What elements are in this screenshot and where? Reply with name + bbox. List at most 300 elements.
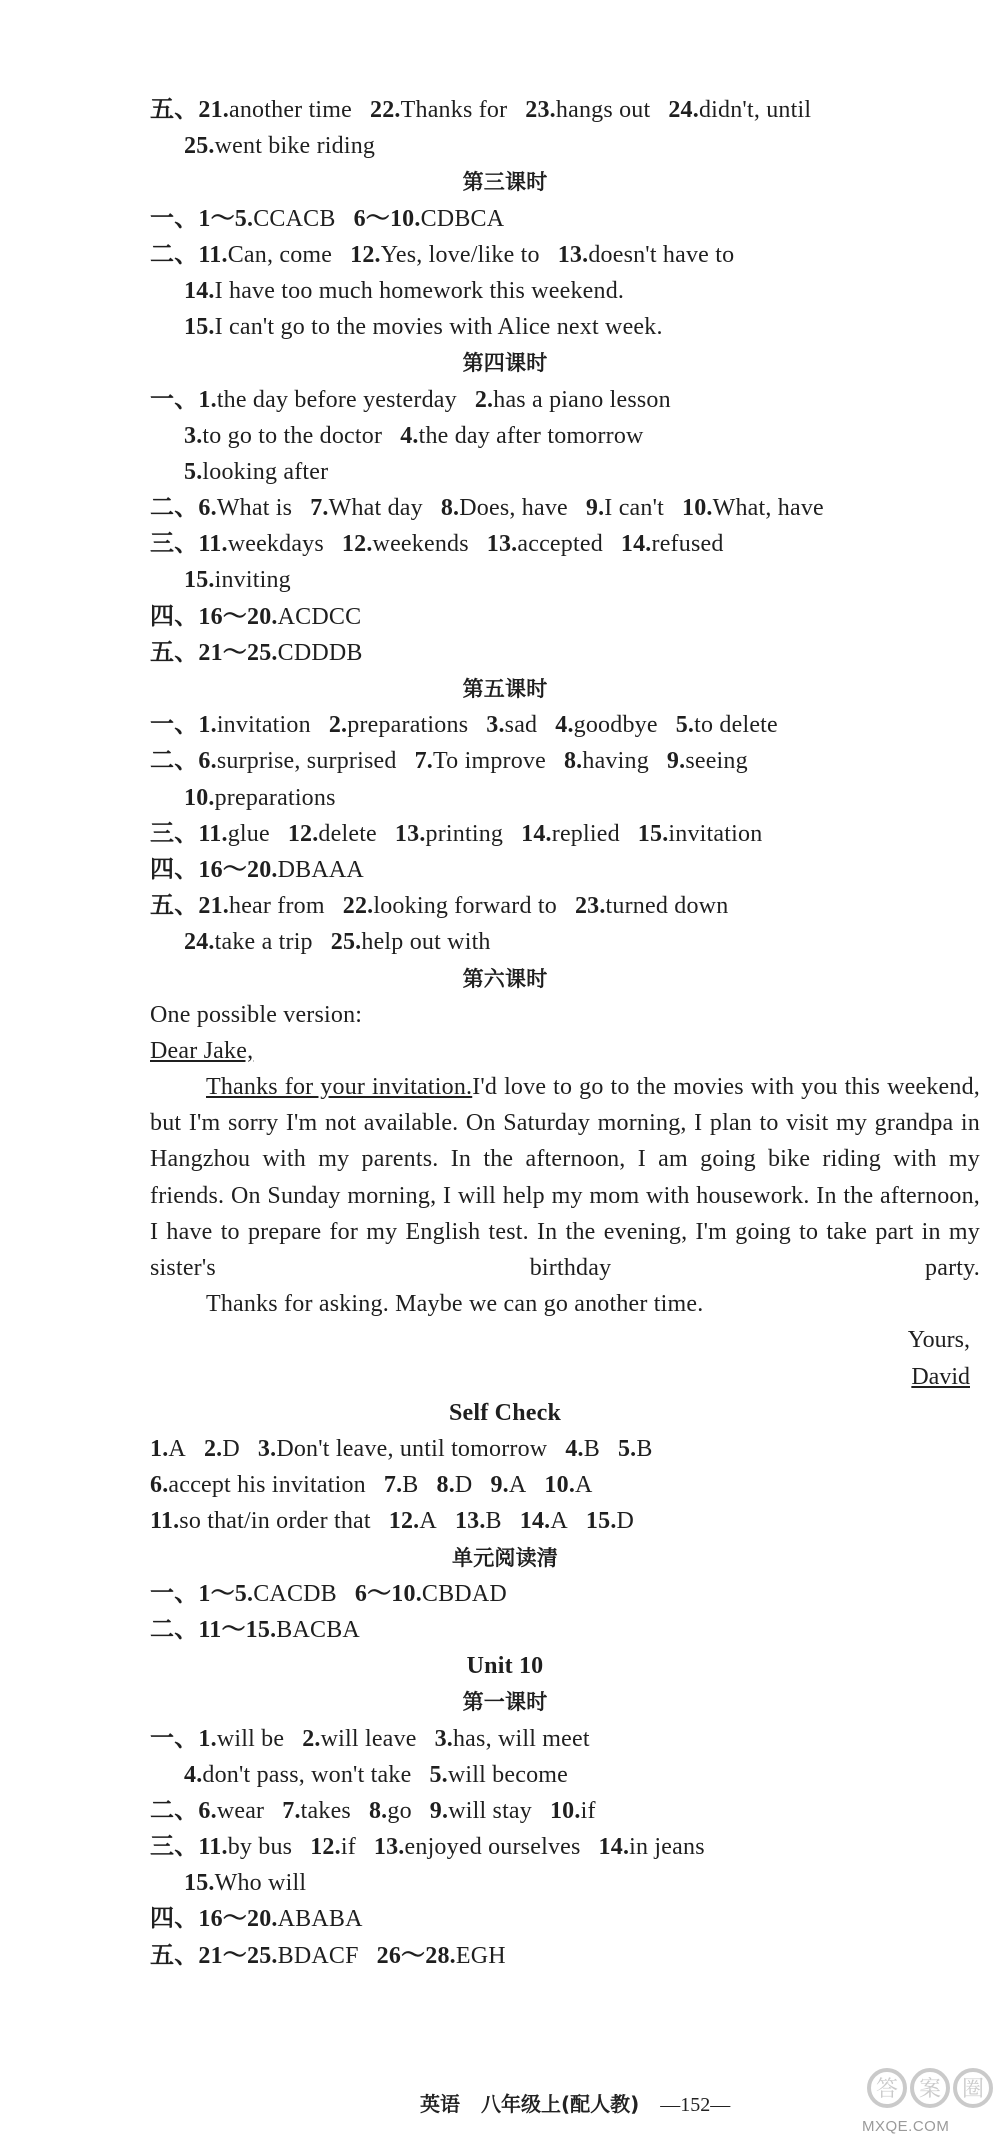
letter-intro: One possible version:	[150, 1001, 363, 1028]
answer-item	[667, 748, 748, 774]
answer-item	[150, 748, 397, 774]
answer-item	[184, 1762, 411, 1788]
answer-item	[150, 531, 324, 557]
answer-item	[150, 242, 332, 268]
question-number: 7.	[310, 495, 329, 522]
answer-item	[288, 821, 377, 847]
answer-line	[150, 1576, 980, 1612]
answer-text: hangs out	[555, 97, 651, 123]
watermark-site: MXQE.COM	[862, 2118, 950, 2135]
answer-text: to go to the doctor	[202, 422, 383, 449]
answer-item	[150, 893, 325, 919]
question-number: 12.	[388, 1508, 420, 1535]
answer-text: turned down	[605, 893, 729, 920]
answer-text: doesn't have to	[588, 241, 735, 268]
question-number: 五、21.	[150, 97, 229, 123]
answer-item	[310, 1834, 356, 1860]
answer-text: accept his invitation	[168, 1472, 366, 1499]
letter-signoff	[150, 1322, 980, 1358]
answer-text: glue	[227, 820, 270, 847]
question-number: 10.	[184, 784, 215, 811]
question-number: 4.	[565, 1436, 584, 1463]
answer-text: ABABA	[277, 1906, 363, 1933]
answer-item	[150, 1834, 292, 1860]
answer-text: will be	[216, 1725, 285, 1752]
question-number: 22.	[370, 97, 401, 123]
answer-text: sad	[504, 712, 538, 739]
answer-item	[355, 1581, 507, 1607]
answer-line	[150, 1467, 980, 1503]
question-number: 12.	[350, 241, 381, 268]
answer-text: wear	[216, 1797, 265, 1824]
question-number: 一、1～5.	[150, 205, 254, 232]
answer-text: Yes, love/like to	[380, 241, 540, 268]
question-number: 二、11～15.	[150, 1616, 277, 1643]
section-heading: Self Check	[449, 1399, 561, 1426]
answer-text: CCACB	[253, 205, 336, 232]
answer-text: A	[575, 1472, 593, 1499]
answer-item	[150, 1943, 359, 1969]
question-number: 6.	[150, 1472, 169, 1499]
answer-text: printing	[425, 820, 504, 847]
answer-item	[565, 1436, 600, 1462]
answer-item	[331, 929, 491, 955]
answer-text: help out with	[361, 929, 491, 956]
question-number: 15.	[184, 1870, 215, 1897]
answer-text: has a piano lesson	[493, 386, 671, 413]
answer-line	[150, 1721, 980, 1757]
answer-text: EGH	[455, 1942, 506, 1969]
answer-item	[599, 1834, 705, 1860]
answer-item	[302, 1726, 416, 1752]
answer-line	[150, 1829, 980, 1865]
letter-signature	[150, 1359, 980, 1395]
answer-item	[184, 567, 291, 593]
answer-text: looking forward to	[373, 893, 557, 920]
answer-text: another time	[229, 97, 353, 123]
answer-item	[184, 133, 375, 159]
answer-text: To improve	[433, 748, 546, 775]
question-number: 9.	[429, 1797, 449, 1824]
answer-text: so that/in order that	[179, 1508, 371, 1535]
answer-item	[150, 495, 292, 521]
question-number: 二、11.	[150, 241, 228, 268]
answer-line	[150, 743, 980, 779]
answer-section-unit10	[150, 1395, 980, 1974]
letter-signoff-text: Yours,	[907, 1327, 970, 1354]
answer-item	[586, 1508, 634, 1534]
question-number: 14.	[598, 1834, 630, 1861]
answer-line	[150, 562, 980, 598]
page-number: —152—	[660, 2094, 731, 2116]
footer-grade: 八年级上(配人教)	[480, 2092, 640, 2116]
answer-text: surprise, surprised	[216, 748, 397, 775]
answer-text: refused	[651, 531, 724, 558]
answer-line	[150, 1793, 980, 1829]
question-number: 5.	[429, 1761, 448, 1788]
question-number: 9.	[585, 495, 605, 522]
answer-item	[204, 1436, 240, 1462]
answer-item	[618, 1436, 653, 1462]
answer-item	[586, 495, 664, 521]
section-heading: 第四课时	[462, 351, 548, 376]
question-number: 一、1.	[150, 386, 217, 413]
answer-text: weekdays	[227, 531, 324, 558]
question-number: 7.	[383, 1472, 403, 1499]
question-number: 一、1～5.	[150, 1580, 254, 1607]
answer-item	[150, 857, 364, 883]
answer-line	[150, 888, 980, 924]
question-number: 25.	[184, 133, 215, 160]
answer-item	[370, 97, 507, 123]
answer-item	[389, 1508, 437, 1534]
answer-line	[150, 201, 980, 237]
answer-text: BDACF	[277, 1942, 359, 1969]
answer-item	[475, 387, 671, 413]
answer-item	[184, 929, 313, 955]
watermark-char-3: 圈	[961, 2077, 985, 2102]
question-number: 2.	[203, 1436, 223, 1463]
answer-item	[374, 1834, 581, 1860]
answer-item	[400, 423, 643, 449]
answer-line	[150, 382, 980, 418]
answer-item	[544, 1472, 592, 1498]
question-number: 8.	[440, 495, 460, 522]
answer-item	[150, 1726, 284, 1752]
answer-line	[150, 707, 980, 743]
answer-text: to delete	[694, 712, 778, 739]
answer-item	[415, 748, 546, 774]
answer-text: if	[340, 1834, 356, 1861]
answer-text: B	[583, 1436, 600, 1463]
answer-text: CACDB	[253, 1580, 337, 1607]
answer-item	[676, 712, 778, 738]
question-number: 3.	[434, 1725, 453, 1752]
answer-item	[395, 821, 503, 847]
question-number: 7.	[282, 1797, 301, 1824]
question-number: 一、1.	[150, 1725, 217, 1752]
sample-letter	[150, 997, 980, 1395]
answer-line	[150, 1938, 980, 1974]
answer-text: I have too much homework this weekend.	[214, 277, 625, 304]
question-number: 3.	[257, 1436, 277, 1463]
answer-text: A	[168, 1436, 186, 1463]
answer-item	[377, 1943, 506, 1969]
answer-item	[184, 314, 663, 340]
answer-item	[638, 821, 763, 847]
answer-line	[150, 1503, 980, 1539]
answer-item	[150, 1472, 366, 1498]
question-number: 12.	[287, 820, 319, 847]
answer-text: go	[387, 1797, 412, 1824]
answer-text: went bike riding	[214, 133, 376, 160]
answer-text: What day	[328, 495, 423, 522]
question-number: 3.	[184, 422, 203, 449]
question-number: 13.	[373, 1834, 405, 1861]
answer-item	[429, 1762, 568, 1788]
answer-text: DBAAA	[277, 856, 364, 883]
question-number: 15.	[184, 314, 215, 341]
answer-item	[342, 531, 469, 557]
question-number: 24.	[668, 97, 699, 123]
answer-item	[369, 1798, 412, 1824]
answer-line	[150, 490, 980, 526]
answer-text: CBDAD	[421, 1580, 507, 1607]
question-number: 2.	[328, 712, 348, 739]
answer-item	[437, 1472, 473, 1498]
answer-text: B	[636, 1436, 653, 1463]
question-number: 3.	[486, 712, 505, 739]
answer-text: if	[580, 1797, 596, 1824]
question-number: 2.	[474, 386, 494, 413]
question-number: 11.	[150, 1508, 180, 1535]
question-number: 四、16～20.	[150, 1906, 278, 1933]
answer-text: I can't go to the movies with Alice next week.	[214, 314, 663, 341]
question-number: 23.	[525, 97, 556, 123]
answer-item	[150, 640, 363, 666]
answer-item	[550, 1798, 596, 1824]
answer-text: the day before yesterday	[216, 386, 457, 413]
answer-text: inviting	[214, 567, 291, 594]
answer-item	[150, 97, 352, 123]
question-number: 4.	[184, 1761, 203, 1788]
question-number: 四、16～20.	[150, 603, 278, 630]
answer-item	[150, 1906, 363, 1932]
question-number: 二、6.	[150, 495, 217, 522]
letter-signature-text: David	[911, 1363, 970, 1390]
answer-line	[150, 92, 980, 128]
page-footer	[420, 2088, 730, 2117]
question-number: 23.	[574, 893, 606, 920]
question-number: 四、16～20.	[150, 856, 278, 883]
question-number: 10.	[682, 495, 713, 522]
question-number: 14.	[184, 277, 215, 304]
question-number: 五、21～25.	[150, 639, 278, 666]
answer-text: hear from	[229, 893, 325, 920]
question-number: 4.	[555, 712, 574, 739]
answer-text: CDDDB	[277, 639, 363, 666]
answer-item	[150, 712, 311, 738]
answer-text: by bus	[227, 1834, 293, 1861]
question-number: 25.	[330, 929, 362, 956]
answer-item	[150, 206, 336, 232]
answer-text: don't pass, won't take	[202, 1761, 412, 1788]
answer-item	[525, 97, 650, 123]
answer-page	[150, 92, 980, 1974]
answer-text: Can, come	[227, 241, 333, 268]
answer-item	[150, 1581, 337, 1607]
question-number: 5.	[184, 458, 203, 485]
question-number: 4.	[400, 422, 419, 449]
question-number: 一、1.	[150, 712, 217, 739]
answer-text: A	[419, 1508, 437, 1535]
answer-item	[184, 423, 382, 449]
answer-item	[150, 604, 361, 630]
answer-text: will become	[447, 1761, 569, 1788]
answer-text: Don't leave, until tomorrow	[276, 1436, 548, 1463]
answer-text: What, have	[712, 495, 824, 522]
answer-text: D	[454, 1472, 473, 1499]
answer-text: weekends	[372, 531, 469, 558]
section-heading: 第六课时	[462, 966, 548, 991]
answer-text: enjoyed ourselves	[404, 1834, 581, 1861]
answer-item	[150, 1436, 186, 1462]
answer-item	[558, 242, 735, 268]
question-number: 13.	[486, 531, 518, 558]
question-number: 24.	[184, 929, 215, 956]
answer-section-unit9	[150, 92, 980, 997]
question-number: 9.	[666, 748, 686, 775]
question-number: 12.	[341, 531, 373, 558]
answer-text: D	[616, 1508, 635, 1535]
answer-text: A	[550, 1508, 568, 1535]
letter-body	[150, 1069, 980, 1286]
answer-text: B	[402, 1472, 419, 1499]
question-number: 12.	[310, 1834, 341, 1861]
answer-item	[354, 206, 505, 232]
answer-item	[384, 1472, 419, 1498]
answer-text: Who will	[214, 1870, 307, 1897]
answer-text: accepted	[517, 531, 603, 558]
answer-line	[150, 273, 980, 309]
section-heading: 第五课时	[462, 677, 548, 701]
answer-item	[486, 712, 537, 738]
answer-item	[575, 893, 728, 919]
footer-subject: 英语	[420, 2092, 460, 2116]
answer-item	[621, 531, 724, 557]
question-number: 6～10.	[354, 1580, 422, 1607]
letter-body-text: I'd love to go to the movies with you this weekend, but I'm sorry I'm not available. On Saturday morning, I plan to visit my grandpa in Hangzhou with my parents. In the afternoon, I am going bike riding with my friends. On Sunday morning, I will help my mom with housework. In the afternoon, I have to prepare for my English test. In the evening, I'm going to take part in my sister's birthday party.	[150, 1074, 980, 1282]
answer-text: in jeans	[629, 1834, 705, 1861]
answer-line	[150, 128, 980, 164]
answer-line	[150, 852, 980, 888]
answer-text: Thanks for	[400, 97, 508, 123]
answer-item	[564, 748, 649, 774]
letter-opening: Thanks for your invitation.	[206, 1074, 473, 1101]
answer-item	[150, 1508, 371, 1534]
question-number: 5.	[675, 712, 695, 739]
question-number: 14.	[620, 531, 652, 558]
question-number: 22.	[342, 893, 374, 920]
answer-item	[310, 495, 423, 521]
answer-line	[150, 526, 980, 562]
answer-text: invitation	[216, 712, 311, 739]
answer-item	[184, 459, 328, 485]
answer-line	[150, 924, 980, 960]
answer-line	[150, 599, 980, 635]
section-heading: Unit 10	[466, 1653, 544, 1680]
answer-line	[150, 1612, 980, 1648]
answer-item	[668, 97, 811, 123]
answer-text: D	[222, 1436, 240, 1463]
answer-text: goodbye	[573, 712, 658, 739]
answer-item	[329, 712, 468, 738]
question-number: 14.	[519, 1508, 551, 1535]
question-number: 15.	[637, 820, 669, 847]
answer-text: replied	[551, 820, 620, 847]
answer-line	[150, 1757, 980, 1793]
answer-line	[150, 1431, 980, 1467]
answer-text: has, will meet	[452, 1725, 590, 1752]
watermark-char-1: 答	[875, 2077, 899, 2102]
answer-line	[150, 309, 980, 345]
answer-item	[435, 1726, 590, 1752]
answer-text: looking after	[202, 458, 329, 485]
answer-text: ACDCC	[277, 603, 362, 630]
answer-item	[455, 1508, 502, 1534]
answer-text: I can't	[604, 495, 664, 522]
question-number: 15.	[184, 567, 215, 594]
answer-item	[490, 1472, 526, 1498]
answer-text: take a trip	[214, 929, 313, 956]
answer-text: will leave	[320, 1725, 417, 1752]
answer-item	[184, 785, 336, 811]
answer-item	[150, 1617, 360, 1643]
answer-item	[184, 1870, 306, 1896]
answer-text: BACBA	[276, 1616, 360, 1643]
question-number: 26～28.	[376, 1942, 456, 1969]
answer-text: the day after tomorrow	[418, 422, 644, 449]
answer-item	[282, 1798, 351, 1824]
answer-line	[150, 454, 980, 490]
answer-item	[343, 893, 557, 919]
question-number: 13.	[454, 1508, 486, 1535]
answer-text: A	[508, 1472, 527, 1499]
answer-item	[682, 495, 824, 521]
answer-item	[150, 387, 457, 413]
answer-item	[520, 1508, 568, 1534]
question-number: 5.	[617, 1436, 637, 1463]
answer-line	[150, 1901, 980, 1937]
answer-line	[150, 816, 980, 852]
letter-greeting	[150, 1033, 980, 1069]
answer-text: Does, have	[459, 495, 568, 522]
question-number: 三、11.	[150, 531, 228, 558]
watermark-char-2: 案	[918, 2077, 942, 2102]
answer-item	[258, 1436, 547, 1462]
answer-line	[150, 418, 980, 454]
question-number: 15.	[585, 1508, 617, 1535]
section-heading: 第一课时	[462, 1690, 548, 1715]
answer-text: seeing	[685, 748, 748, 775]
answer-text: didn't, until	[698, 97, 812, 123]
question-number: 8.	[436, 1472, 455, 1499]
question-number: 二、6.	[150, 1797, 217, 1824]
answer-text: having	[582, 748, 649, 775]
question-number: 8.	[368, 1797, 388, 1824]
question-number: 9.	[490, 1472, 509, 1499]
answer-item	[350, 242, 540, 268]
question-number: 2.	[302, 1725, 321, 1752]
answer-text: takes	[300, 1797, 351, 1824]
answer-text: preparations	[214, 784, 336, 811]
answer-item	[430, 1798, 532, 1824]
question-number: 1.	[150, 1436, 169, 1463]
answer-text: B	[485, 1508, 502, 1535]
question-number: 6～10.	[353, 205, 421, 232]
answer-line	[150, 1865, 980, 1901]
question-number: 五、21.	[150, 893, 229, 920]
answer-item	[521, 821, 620, 847]
answer-item	[487, 531, 603, 557]
answer-line	[150, 780, 980, 816]
answer-item	[184, 278, 624, 304]
question-number: 10.	[544, 1472, 576, 1499]
question-number: 14.	[521, 820, 552, 847]
question-number: 13.	[557, 241, 589, 268]
answer-item	[555, 712, 657, 738]
answer-line	[150, 237, 980, 273]
